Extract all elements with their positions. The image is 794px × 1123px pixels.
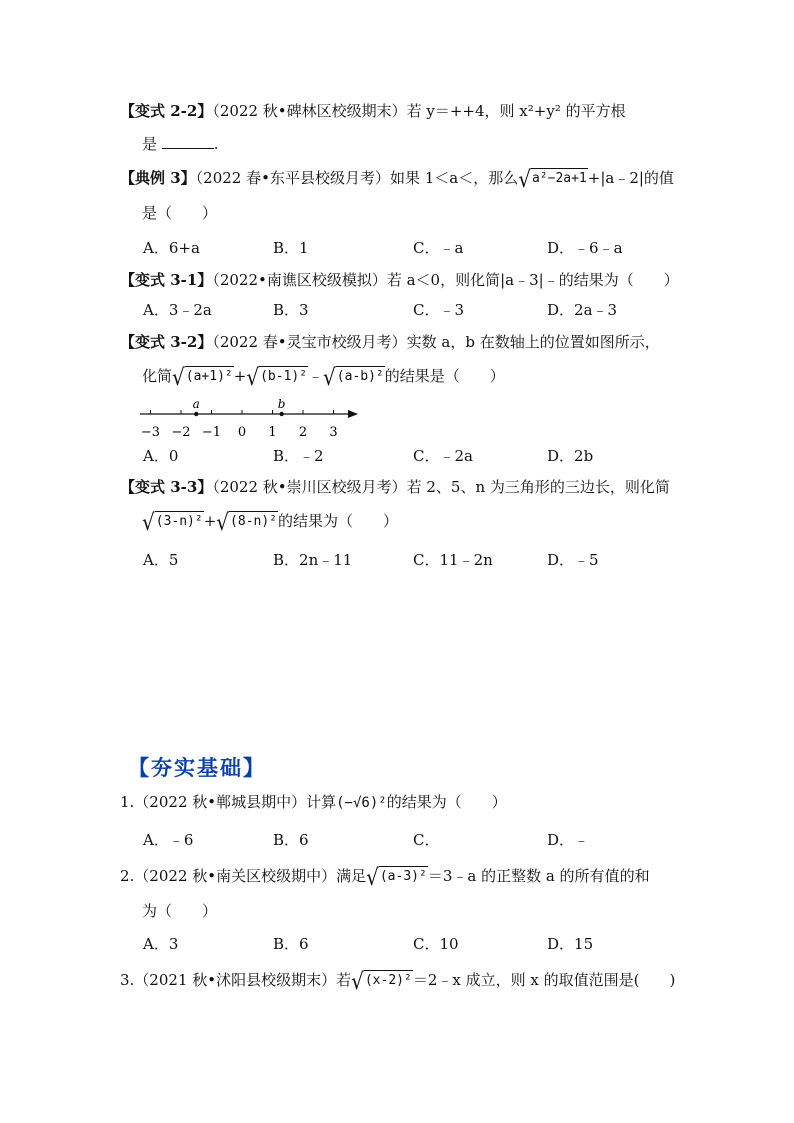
option-c: C．11﹣2n: [413, 551, 493, 569]
option-c: C．: [413, 831, 440, 849]
example-3-line2: 是（ ）: [142, 204, 218, 222]
question-tag: 【变式 3-2】: [120, 333, 213, 351]
question-3-2-line2: [142, 363, 505, 391]
sqrt-expression: √ (3-n)²: [142, 508, 203, 536]
option-d: D．﹣: [547, 831, 590, 849]
tick-label: 3: [329, 425, 338, 440]
option-a: A．﹣6: [143, 831, 194, 849]
question-text: 是: [142, 135, 158, 153]
question-text: 的结果为（ ）: [386, 793, 507, 811]
option-a: A．6+a: [143, 239, 200, 257]
option-b: B．1: [273, 239, 309, 257]
option-d: D．﹣6﹣a: [547, 239, 623, 257]
sqrt-expression: √ (x-2)²: [351, 967, 412, 995]
sqrt-expression: √ (b-1)²: [246, 363, 308, 391]
tick-label: −3: [140, 425, 161, 440]
option-a: A．5: [143, 551, 179, 569]
option-d: D．2b: [547, 447, 594, 465]
problem-2: [120, 863, 650, 891]
option-d: D．﹣5: [547, 551, 599, 569]
example-3: [120, 165, 674, 193]
tick-label: −2: [171, 425, 191, 440]
question-3-1: [120, 270, 679, 290]
question-text: .: [213, 135, 219, 153]
sqrt-expression: √ (a-3)²: [366, 863, 427, 891]
problem-1: [120, 792, 507, 813]
arrow-head: [348, 410, 358, 418]
option-c: C．10: [413, 935, 459, 953]
tick-label: 0: [237, 425, 247, 440]
option-c: C．﹣2a: [413, 447, 473, 465]
question-text: 的结果是（ ）: [384, 367, 505, 385]
question-text: ＝2﹣x 成立，则 x 的取值范围是( ): [412, 971, 676, 989]
question-3-3-line2: [142, 508, 399, 536]
problem-2-line2: 为（ ）: [142, 902, 218, 920]
operator: ﹣: [308, 367, 324, 385]
question-text: 2.（2022 秋•南关区校级期中）满足: [120, 867, 367, 885]
option-d: D．2a﹣3: [547, 301, 618, 319]
answer-blank: [162, 134, 214, 149]
option-b: B．﹣2: [273, 447, 324, 465]
option-a: A．3: [143, 935, 179, 953]
question-3-2: [120, 332, 660, 352]
point-b: [279, 412, 283, 416]
question-text: （2022 春•东平县校级月考）如果 1＜a＜，那么: [195, 169, 519, 187]
option-c: C．﹣a: [413, 239, 464, 257]
operator: +: [203, 512, 217, 530]
question-text: （2022•南谯区校级模拟）若 a＜0，则化简|a﹣3|﹣的结果为（ ）: [212, 271, 679, 289]
number-line: [136, 398, 366, 440]
tick-label: 2: [298, 425, 308, 440]
section-title: 【夯实基础】: [128, 755, 266, 780]
sqrt-expression: √ a²−2a+1: [518, 165, 587, 193]
option-b: B．3: [273, 301, 309, 319]
question-text: （2022 春•灵宝市校级月考）实数 a，b 在数轴上的位置如图所示，: [212, 333, 660, 351]
question-tag: 【典例 3】: [120, 169, 196, 187]
option-d: D．15: [547, 935, 594, 953]
tick-label: −1: [201, 425, 222, 440]
option-b: B．6: [273, 935, 309, 953]
option-a: A．3﹣2a: [143, 301, 212, 319]
question-text: 的结果为（ ）: [278, 512, 399, 530]
option-b: B．2n﹣11: [273, 551, 353, 569]
sqrt-expression: √ (8-n)²: [216, 508, 278, 536]
question-text: （2022 秋•崇川区校级月考）若 2、5、n 为三角形的三边长，则化简: [212, 478, 670, 496]
option-b: B．6: [273, 831, 309, 849]
question-text: 1.（2022 秋•郸城县期中）计算: [120, 793, 337, 811]
point-label: a: [192, 398, 200, 411]
option-a: A．0: [143, 447, 179, 465]
question-tag: 【变式 3-1】: [120, 271, 213, 289]
option-c: C．﹣3: [413, 301, 465, 319]
question-2-2: [120, 101, 626, 121]
question-text: 3.（2021 秋•沭阳县校级期末）若: [120, 971, 352, 989]
question-tag: 【变式 3-3】: [120, 478, 213, 496]
question-tag: 【变式 2-2】: [120, 102, 213, 120]
sqrt-expression: √ (a+1)²: [172, 363, 233, 391]
question-2-2-line2: [142, 134, 219, 154]
point-a: [194, 412, 198, 416]
point-label: b: [277, 398, 286, 411]
problem-3: [120, 967, 676, 995]
question-text: 化简: [142, 367, 173, 385]
question-text: +|a﹣2|的值: [587, 169, 674, 187]
question-text: ＝3﹣a 的正整数 a 的所有值的和: [427, 867, 650, 885]
question-3-3: [120, 477, 670, 497]
math-expression: (−√6)²: [336, 795, 387, 811]
question-text: （2022 秋•碑林区校级期末）若 y＝++4，则 x²+y² 的平方根: [212, 102, 626, 120]
operator: +: [233, 367, 247, 385]
tick-label: 1: [268, 425, 277, 440]
sqrt-expression: √ (a-b)²: [323, 363, 384, 391]
